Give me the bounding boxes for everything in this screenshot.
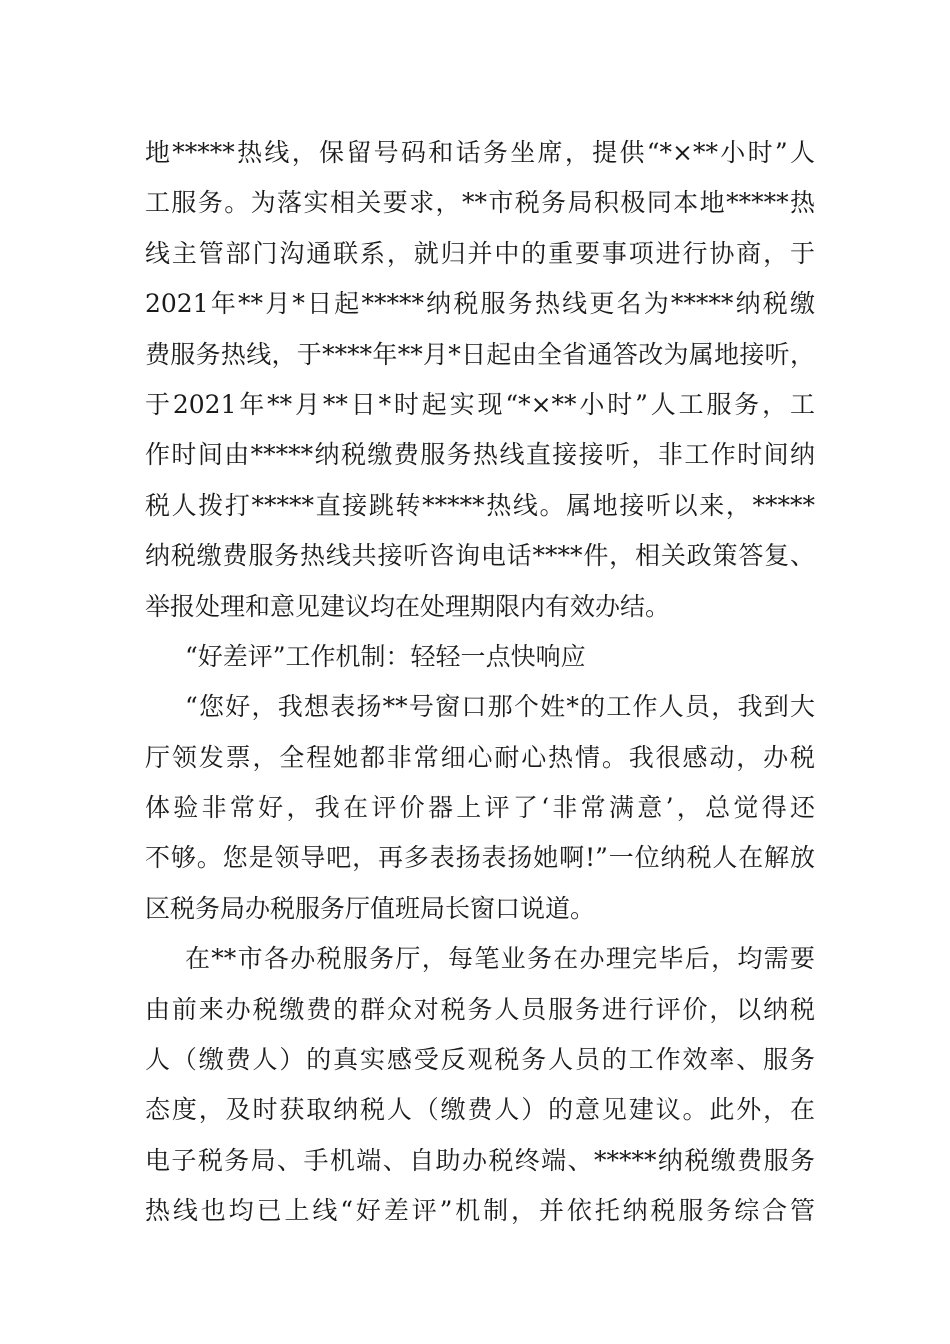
text-line: 2021年**月*日起*****纳税服务热线更名为*****纳税缴 (145, 289, 815, 319)
text-line: 作时间由*****纳税缴费服务热线直接接听，非工作时间纳 (145, 440, 815, 470)
text-line: 费服务热线，于****年**月*日起由全省通答改为属地接听， (145, 339, 815, 369)
text-line: 地*****热线，保留号码和话务坐席，提供“*×**小时”人 (145, 138, 815, 167)
text-line: 厅领发票，全程她都非常细心耐心热情。我很感动，办税 (145, 742, 815, 772)
text-line: 由前来办税缴费的群众对税务人员服务进行评价，以纳税 (145, 994, 815, 1024)
text-line: 举报处理和意见建议均在处理期限内有效办结。 (145, 591, 671, 621)
text-line: 电子税务局、手机端、自助办税终端、*****纳税缴费服务 (145, 1145, 815, 1175)
text-line: 纳税缴费服务热线共接听咨询电话****件，相关政策答复、 (145, 541, 815, 571)
text-line: 线主管部门沟通联系，就归并中的重要事项进行协商，于 (145, 238, 815, 268)
text-line: 税人拨打*****直接跳转*****热线。属地接听以来，***** (145, 490, 815, 520)
text-line: 不够。您是领导吧，再多表扬表扬她啊!”一位纳税人在解放 (145, 843, 815, 873)
text-line: “您好，我想表扬**号窗口那个姓*的工作人员，我到大 (185, 692, 815, 722)
text-line: 人（缴费人）的真实感受反观税务人员的工作效率、服务 (145, 1045, 815, 1075)
text-line: 区税务局办税服务厅值班局长窗口说道。 (145, 893, 596, 923)
text-line: 体验非常好，我在评价器上评了‘非常满意’，总觉得还 (145, 793, 815, 823)
text-line: 热线也均已上线“好差评”机制，并依托纳税服务综合管 (145, 1196, 815, 1226)
text-line: 工服务。为落实相关要求，**市税务局积极同本地*****热 (145, 188, 815, 218)
text-line: 在**市各办税服务厅，每笔业务在办理完毕后，均需要 (185, 944, 815, 974)
body-text (145, 128, 815, 1237)
text-line: 态度，及时获取纳税人（缴费人）的意见建议。此外，在 (145, 1095, 815, 1125)
text-line: 于2021年**月**日*时起实现“*×**小时”人工服务，工 (145, 389, 815, 419)
section-heading: “好差评”工作机制：轻轻一点快响应 (185, 641, 586, 671)
